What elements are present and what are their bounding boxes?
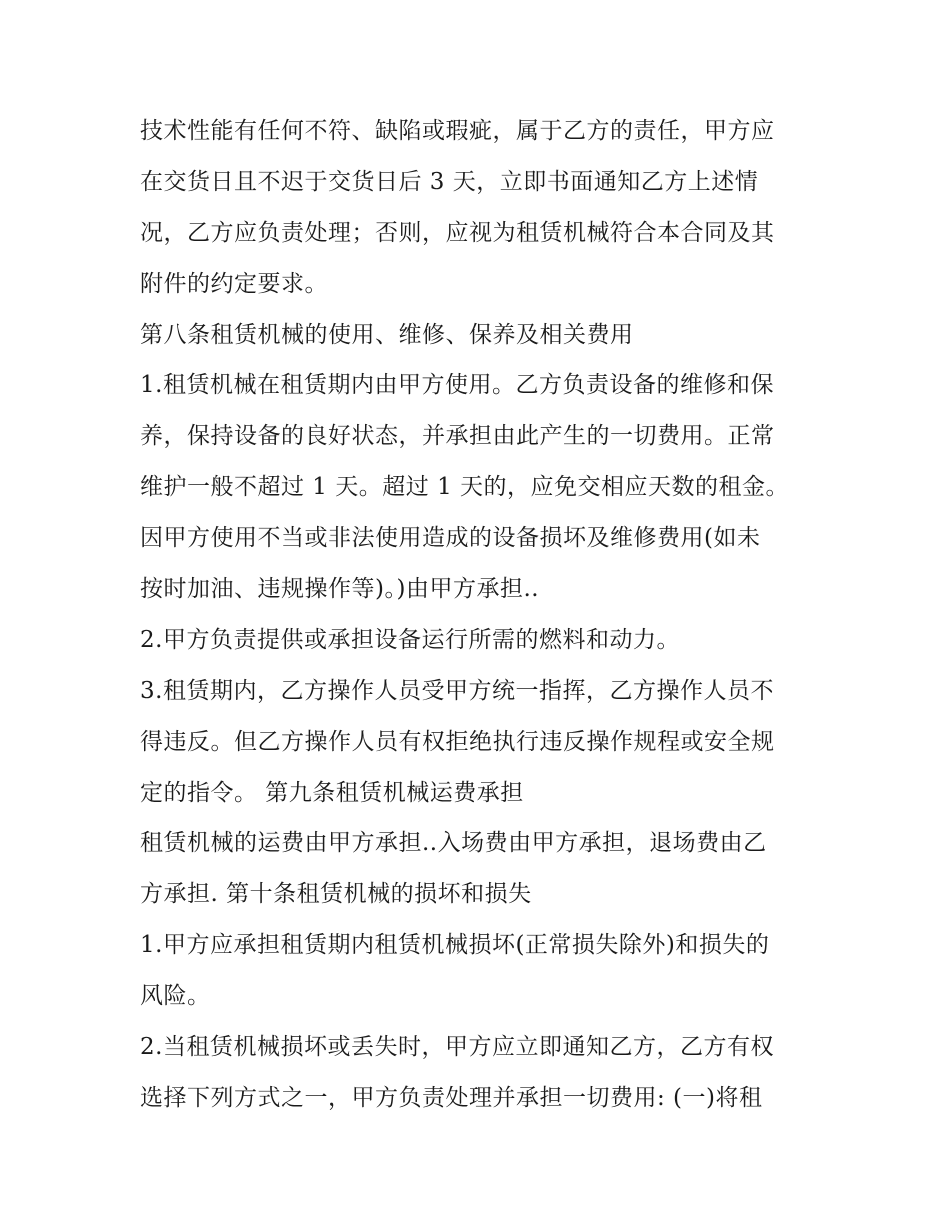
text-line: 附件的约定要求。 [140, 270, 328, 297]
text-line: 况，乙方应负责处理；否则，应视为租赁机械符合本合同及其 [140, 219, 775, 246]
text-line: 方承担. 第十条租赁机械的损坏和损失 [140, 881, 532, 908]
text-line: 1.甲方应承担租赁期内租赁机械损坏(正常损失除外)和损失的 [140, 932, 770, 959]
text-line: 租赁机械的运费由甲方承担..入场费由甲方承担，退场费由乙 [140, 830, 767, 857]
text-line: 选择下列方式之一，甲方负责处理并承担一切费用: (一)将租 [140, 1084, 763, 1111]
text-line: 3.租赁期内，乙方操作人员受甲方统一指挥，乙方操作人员不 [140, 677, 774, 704]
text-line: 维护一般不超过 1 天。超过 1 天的，应免交相应天数的租金。 [140, 474, 790, 501]
section-heading: 第八条租赁机械的使用、维修、保养及相关费用 [140, 321, 634, 348]
text-line: 在交货日且不迟于交货日后 3 天，立即书面通知乙方上述情 [140, 168, 759, 195]
text-line: 2.当租赁机械损坏或丢失时，甲方应立即通知乙方，乙方有权 [140, 1034, 774, 1061]
text-line: 1.租赁机械在租赁期内由甲方使用。乙方负责设备的维修和保 [140, 372, 774, 399]
text-line: 2.甲方负责提供或承担设备运行所需的燃料和动力。 [140, 626, 680, 653]
text-line: 因甲方使用不当或非法使用造成的设备损坏及维修费用(如未 [140, 525, 761, 552]
text-line: 定的指令。 第九条租赁机械运费承担 [140, 779, 524, 806]
text-line: 技术性能有任何不符、缺陷或瑕疵，属于乙方的责任，甲方应 [140, 118, 775, 144]
text-line: 按时加油、违规操作等)。)由甲方承担.. [140, 576, 540, 603]
text-line: 风险。 [140, 983, 211, 1010]
text-line: 得违反。但乙方操作人员有权拒绝执行违反操作规程或安全规 [140, 728, 775, 755]
text-line: 养，保持设备的良好状态，并承担由此产生的一切费用。正常 [140, 423, 775, 450]
document-body [140, 106, 820, 1124]
